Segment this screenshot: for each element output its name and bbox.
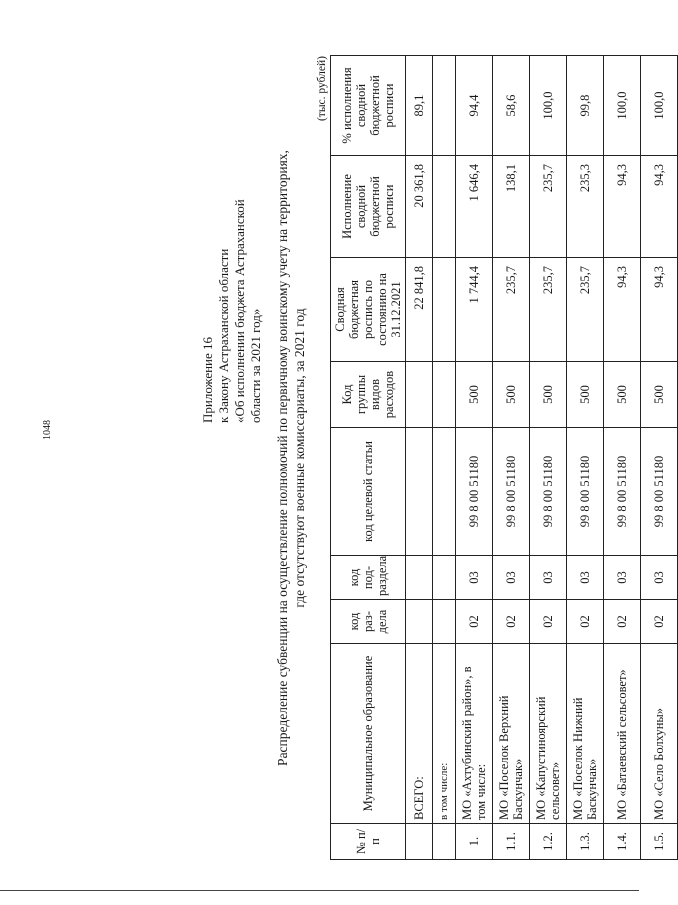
row-podrazdel: 03 bbox=[530, 556, 567, 600]
subvention-table bbox=[330, 55, 678, 860]
row-name: МО «Батаевский сельсовет» bbox=[604, 644, 641, 824]
row-plan: 235,7 bbox=[530, 258, 567, 362]
total-fact: 20 361,8 bbox=[406, 156, 433, 258]
row-name: МО «Поселок Верхний Баскунчак» bbox=[493, 644, 530, 824]
heading-line: где отсутствуют военные комиссариаты, за 2021 год bbox=[292, 308, 307, 608]
row-plan: 235,7 bbox=[493, 258, 530, 362]
subheading-row bbox=[433, 56, 456, 860]
row-razdel: 02 bbox=[530, 600, 567, 644]
row-num: 1. bbox=[456, 824, 493, 860]
total-label: ВСЕГО: bbox=[406, 644, 433, 824]
row-name: МО «Ахтубинский район», в том числе: bbox=[456, 644, 493, 824]
row-num: 1.2. bbox=[530, 824, 567, 860]
document-heading bbox=[274, 38, 308, 878]
row-vid: 500 bbox=[456, 362, 493, 428]
row-vid: 500 bbox=[530, 362, 567, 428]
row-fact: 235,7 bbox=[530, 156, 567, 258]
row-razdel: 02 bbox=[604, 600, 641, 644]
row-fact: 1 646,4 bbox=[456, 156, 493, 258]
row-pct: 100,0 bbox=[604, 56, 641, 156]
row-podrazdel: 03 bbox=[493, 556, 530, 600]
col-header-razdel: код раз-дела bbox=[331, 600, 406, 644]
row-fact: 235,3 bbox=[567, 156, 604, 258]
appendix-line: области за 2021 год» bbox=[248, 308, 263, 423]
row-name: МО «Поселок Нижний Баскунчак» bbox=[567, 644, 604, 824]
row-pct: 100,0 bbox=[530, 56, 567, 156]
total-plan: 22 841,8 bbox=[406, 258, 433, 362]
row-pct: 100,0 bbox=[641, 56, 678, 156]
table-row bbox=[641, 56, 678, 860]
row-num: 1.5. bbox=[641, 824, 678, 860]
subheading-label: в том числе: bbox=[433, 644, 456, 824]
row-vid: 500 bbox=[493, 362, 530, 428]
row-podrazdel: 03 bbox=[641, 556, 678, 600]
row-podrazdel: 03 bbox=[456, 556, 493, 600]
row-name: МО «Капустиноярский сельсовет» bbox=[530, 644, 567, 824]
row-pct: 58,6 bbox=[493, 56, 530, 156]
appendix-line: Приложение 16 bbox=[200, 336, 215, 423]
page-number: 1048 bbox=[42, 420, 53, 440]
row-podrazdel: 03 bbox=[604, 556, 641, 600]
col-header-pct: % исполнения сводной бюджетной росписи bbox=[331, 56, 406, 156]
table-row bbox=[530, 56, 567, 860]
row-pct: 94,4 bbox=[456, 56, 493, 156]
row-fact: 94,3 bbox=[641, 156, 678, 258]
bottom-rule bbox=[0, 890, 639, 891]
row-fact: 138,1 bbox=[493, 156, 530, 258]
row-name: МО «Село Болхуны» bbox=[641, 644, 678, 824]
row-article: 99 8 00 51180 bbox=[641, 428, 678, 556]
row-article: 99 8 00 51180 bbox=[493, 428, 530, 556]
row-plan: 235,7 bbox=[567, 258, 604, 362]
row-num: 1.4. bbox=[604, 824, 641, 860]
unit-label: (тыс. рублей) bbox=[316, 56, 328, 122]
rotated-page-content bbox=[200, 38, 666, 878]
row-article: 99 8 00 51180 bbox=[567, 428, 604, 556]
col-header-fact: Исполнение сводной бюджетной росписи bbox=[331, 156, 406, 258]
table-header-row bbox=[331, 56, 406, 860]
row-podrazdel: 03 bbox=[567, 556, 604, 600]
row-plan: 94,3 bbox=[641, 258, 678, 362]
row-plan: 94,3 bbox=[604, 258, 641, 362]
total-row bbox=[406, 56, 433, 860]
row-razdel: 02 bbox=[567, 600, 604, 644]
row-razdel: 02 bbox=[456, 600, 493, 644]
col-header-article: код целевой статьи bbox=[331, 428, 406, 556]
row-pct: 99,8 bbox=[567, 56, 604, 156]
table-row bbox=[456, 56, 493, 860]
col-header-vid: Код группы видов расходов bbox=[331, 362, 406, 428]
row-article: 99 8 00 51180 bbox=[604, 428, 641, 556]
row-num: 1.3. bbox=[567, 824, 604, 860]
appendix-line: «Об исполнении бюджета Астраханской bbox=[232, 199, 247, 423]
heading-line: Распределение субвенции на осуществление полномочий по первичному воинскому учету на территориях, bbox=[275, 150, 290, 766]
table-row bbox=[604, 56, 641, 860]
row-fact: 94,3 bbox=[604, 156, 641, 258]
row-article: 99 8 00 51180 bbox=[530, 428, 567, 556]
total-pct: 89,1 bbox=[406, 56, 433, 156]
col-header-name: Муниципальное образование bbox=[331, 644, 406, 824]
row-vid: 500 bbox=[567, 362, 604, 428]
row-razdel: 02 bbox=[641, 600, 678, 644]
row-article: 99 8 00 51180 bbox=[456, 428, 493, 556]
col-header-num: № п/п bbox=[331, 824, 406, 860]
appendix-note bbox=[200, 63, 264, 423]
table-row bbox=[567, 56, 604, 860]
row-razdel: 02 bbox=[493, 600, 530, 644]
row-vid: 500 bbox=[641, 362, 678, 428]
col-header-plan: Сводная бюджетная роспись по состоянию на 31.12.2021 bbox=[331, 258, 406, 362]
row-num: 1.1. bbox=[493, 824, 530, 860]
appendix-line: к Закону Астраханской области bbox=[216, 248, 231, 423]
table-row bbox=[493, 56, 530, 860]
row-plan: 1 744,4 bbox=[456, 258, 493, 362]
row-vid: 500 bbox=[604, 362, 641, 428]
col-header-podrazdel: код под-раздела bbox=[331, 556, 406, 600]
